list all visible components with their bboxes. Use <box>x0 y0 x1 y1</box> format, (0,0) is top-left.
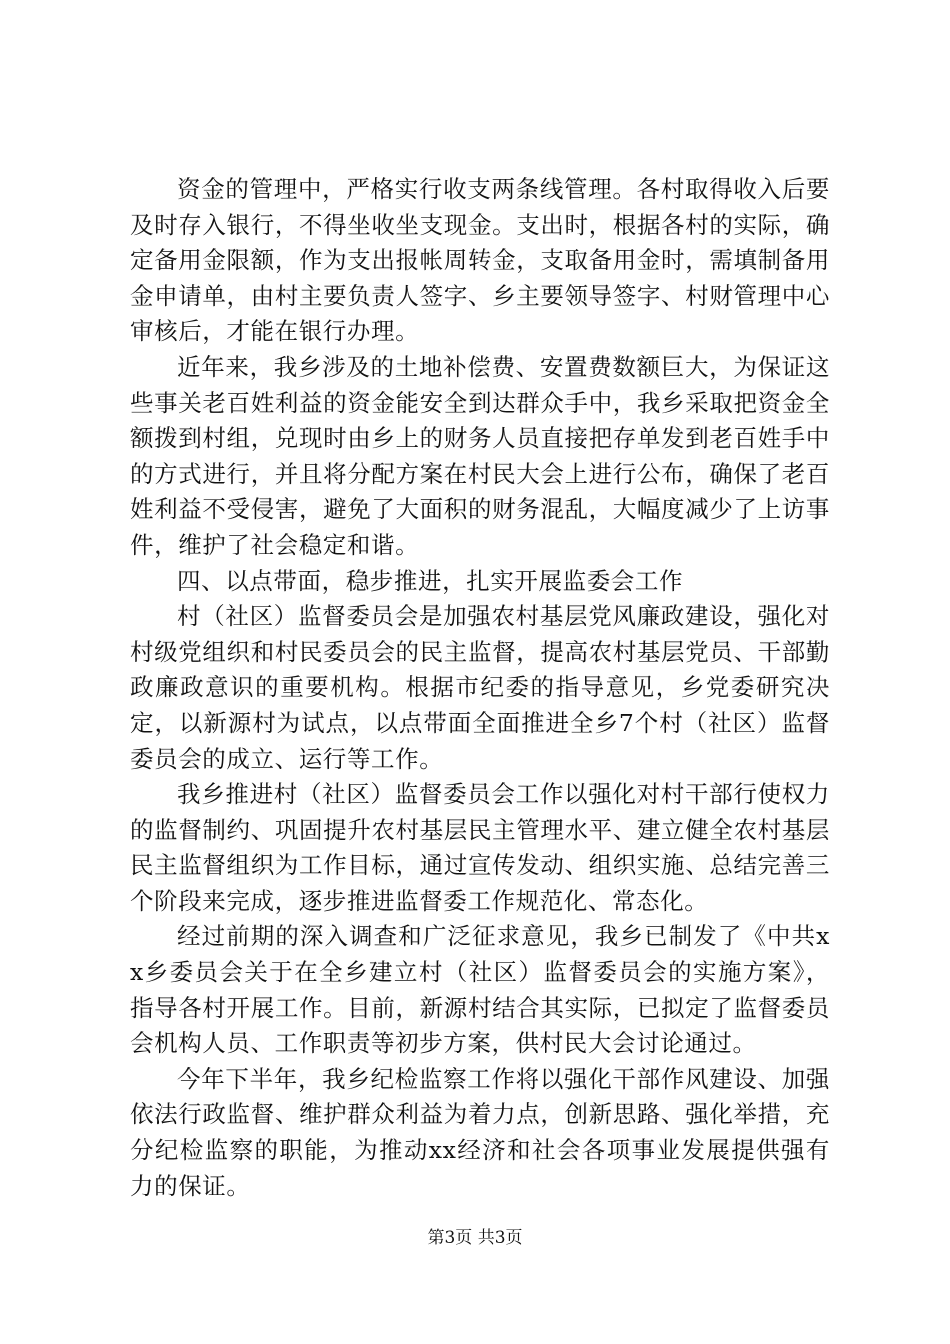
section-heading-supervision: 四、以点带面，稳步推进，扎实开展监委会工作 <box>177 566 684 595</box>
document-body <box>130 172 830 1204</box>
page-footer: 第3页 共3页 <box>427 1228 523 1248</box>
paragraph-supervision-committee: 村（社区）监督委员会是加强农村基层党风廉政建设，强化对村级党组织和村民委员会的民主监督，提高农村基层党员、干部勤政廉政意识的重要机构。根据市纪委的指导意见，乡党委研究决定，以新源村为试点，以点带面全面推进全乡7个村（社区）监督委员会的成立、运行等工作。 <box>130 602 830 773</box>
paragraph-second-half-year: 今年下半年，我乡纪检监察工作将以强化干部作风建设、加强依法行政监督、维护群众利益为着力点，创新思路、强化举措，充分纪检监察的职能，为推动xx经济和社会各项事业发展提供强有力的保证。 <box>130 1064 830 1200</box>
paragraph-work-goals: 我乡推进村（社区）监督委员会工作以强化对村干部行使权力的监督制约、巩固提升农村基层民主管理水平、建立健全农村基层民主监督组织为工作目标，通过宣传发动、组织实施、总结完善三个阶段来完成，逐步推进监督委工作规范化、常态化。 <box>130 780 830 915</box>
paragraph-compensation-funds: 近年来，我乡涉及的土地补偿费、安置费数额巨大，为保证这些事关老百姓利益的资金能安全到达群众手中，我乡采取把资金全额拨到村组，兑现时由乡上的财务人员直接把存单发到老百姓手中的方式进行，并且将分配方案在村民大会上进行公布，确保了老百姓利益不受侵害，避免了大面积的财务混乱，大幅度减少了上访事件，维护了社会稳定和谐。 <box>130 352 830 559</box>
paragraph-fund-management: 资金的管理中，严格实行收支两条线管理。各村取得收入后要及时存入银行，不得坐收坐支现金。支出时，根据各村的实际，确定备用金限额，作为支出报帐周转金，支取备用金时，需填制备用金申请单，由村主要负责人签字、乡主要领导签字、村财管理中心审核后，才能在银行办理。 <box>130 175 830 346</box>
paragraph-implementation-plan: 经过前期的深入调查和广泛征求意见，我乡已制发了《中共xx乡委员会关于在全乡建立村（社区）监督委员会的实施方案》，指导各村开展工作。目前，新源村结合其实际，已拟定了监督委员会机构人员、工作职责等初步方案，供村民大会讨论通过。 <box>130 922 830 1058</box>
